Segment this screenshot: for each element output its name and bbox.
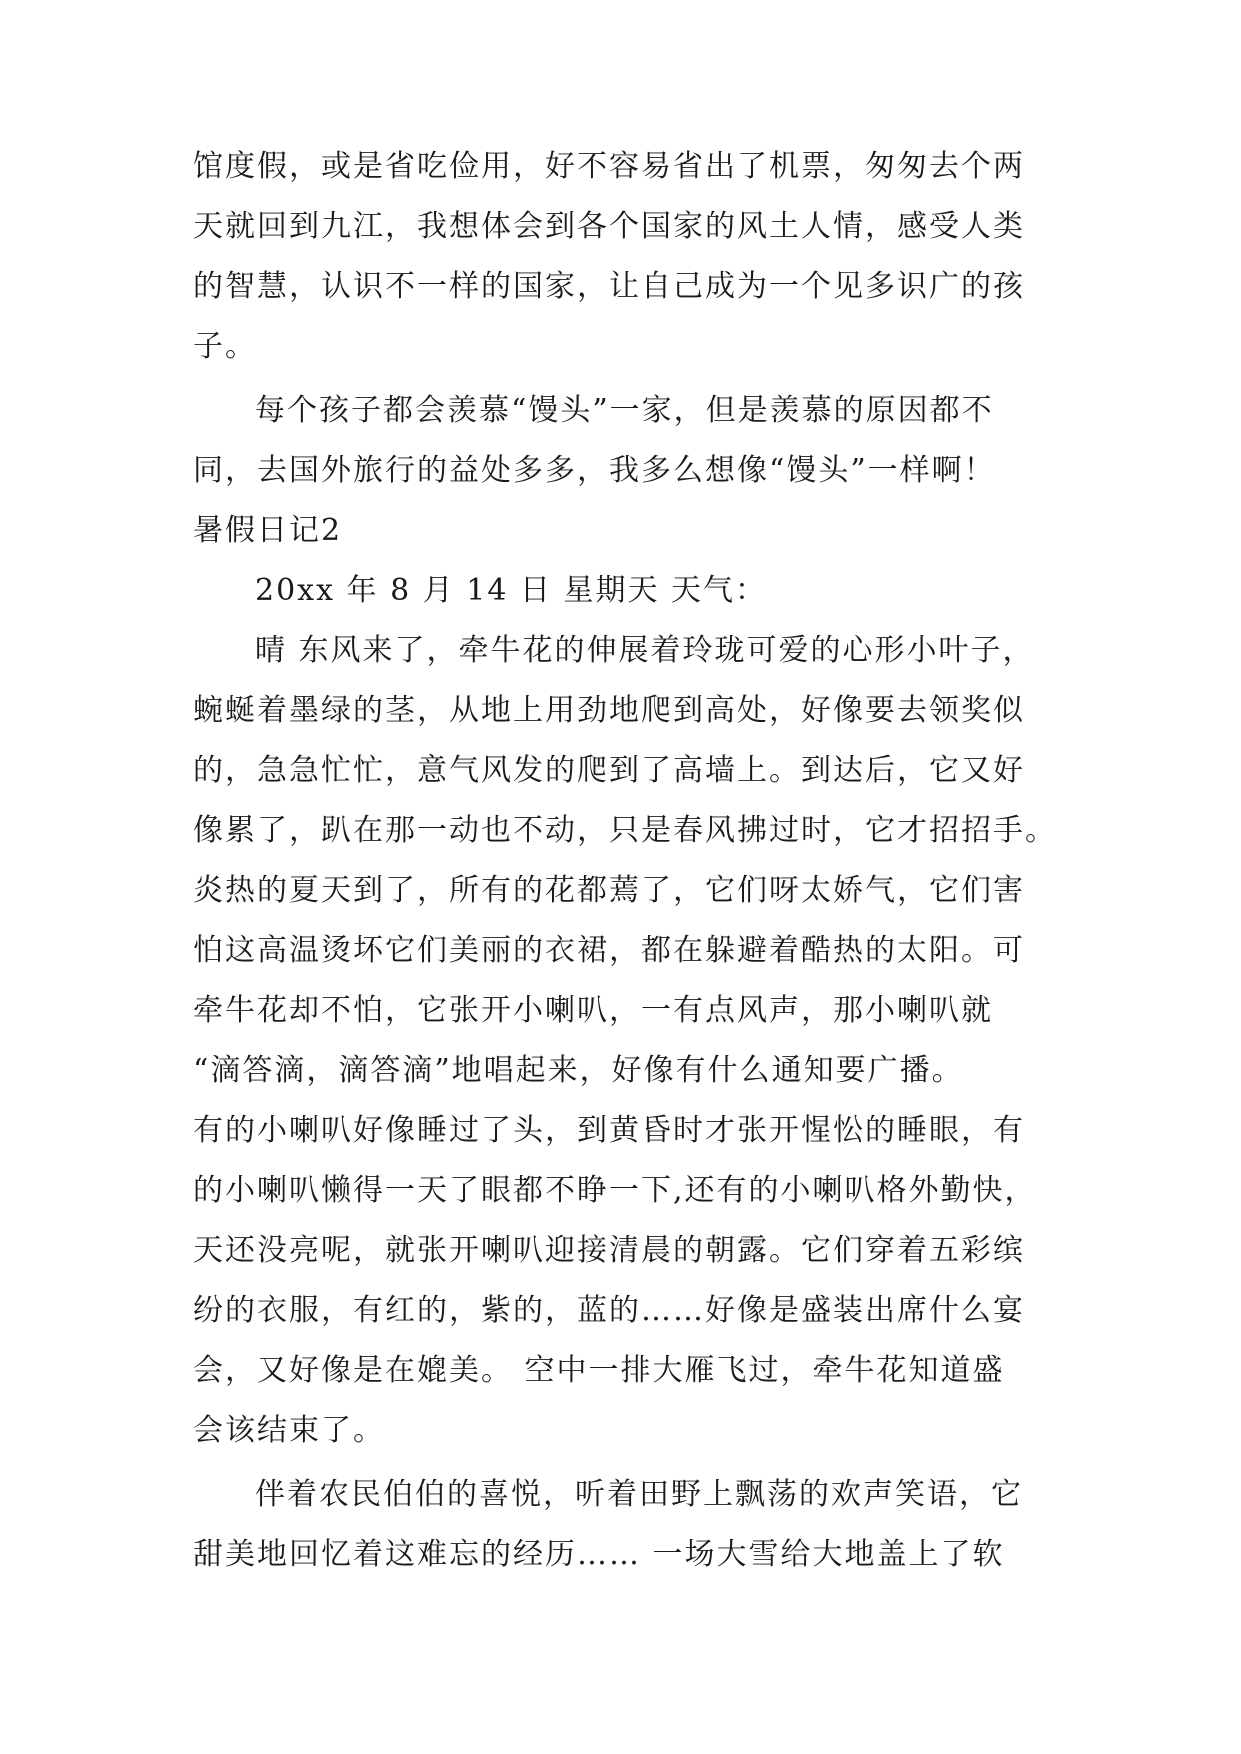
text-line: 蜿蜒着墨绿的茎，从地上用劲地爬到高处，好像要去领奖似 — [193, 693, 1025, 728]
text-line: 的智慧，认识不一样的国家，让自己成为一个见多识广的孩 — [193, 269, 1025, 304]
text-line: 怕这高温烫坏它们美丽的衣裙，都在躲避着酷热的太阳。可 — [193, 933, 1025, 968]
text-line: 天还没亮呢，就张开喇叭迎接清晨的朝露。它们穿着五彩缤 — [193, 1233, 1025, 1268]
text-line: 的，急急忙忙，意气风发的爬到了高墙上。到达后，它又好 — [193, 753, 1025, 788]
text-line: 纷的衣服，有红的，紫的，蓝的……好像是盛装出席什么宴 — [193, 1293, 1025, 1328]
diary-date-line: 20xx 年 8 月 14 日 星期天 天气： — [255, 573, 768, 608]
text-line: 炎热的夏天到了，所有的花都蔫了，它们呀太娇气，它们害 — [193, 873, 1025, 908]
paragraph-first-line: 晴 东风来了，牵牛花的伸展着玲珑可爱的心形小叶子， — [255, 633, 1035, 668]
text-line: 天就回到九江，我想体会到各个国家的风土人情，感受人类 — [193, 209, 1025, 244]
text-line: 甜美地回忆着这难忘的经历…… 一场大雪给大地盖上了软 — [193, 1537, 1005, 1572]
text-line: 有的小喇叭好像睡过了头，到黄昏时才张开惺忪的睡眼，有 — [193, 1113, 1025, 1148]
text-line: 子。 — [193, 329, 257, 364]
text-line: 会，又好像是在媲美。 空中一排大雁飞过，牵牛花知道盛 — [193, 1353, 1005, 1388]
text-line: 同，去国外旅行的益处多多，我多么想像“馒头”一样啊！ — [193, 453, 996, 488]
text-line: 馆度假，或是省吃俭用，好不容易省出了机票，匆匆去个两 — [193, 149, 1025, 184]
paragraph-first-line: 伴着农民伯伯的喜悦，听着田野上飘荡的欢声笑语，它 — [255, 1477, 1023, 1512]
text-line: 的小喇叭懒得一天了眼都不睁一下,还有的小喇叭格外勤快， — [193, 1173, 1037, 1208]
text-line: 像累了，趴在那一动也不动，只是春风拂过时，它才招招手。 — [193, 813, 1057, 848]
text-line: 会该结束了。 — [193, 1413, 385, 1448]
text-line: 牵牛花却不怕，它张开小喇叭，一有点风声，那小喇叭就 — [193, 993, 993, 1028]
paragraph-first-line: 每个孩子都会羡慕“馒头”一家，但是羡慕的原因都不 — [255, 393, 994, 428]
section-heading: 暑假日记2 — [193, 513, 343, 548]
text-line: “滴答滴，滴答滴”地唱起来，好像有什么通知要广播。 — [193, 1053, 964, 1088]
